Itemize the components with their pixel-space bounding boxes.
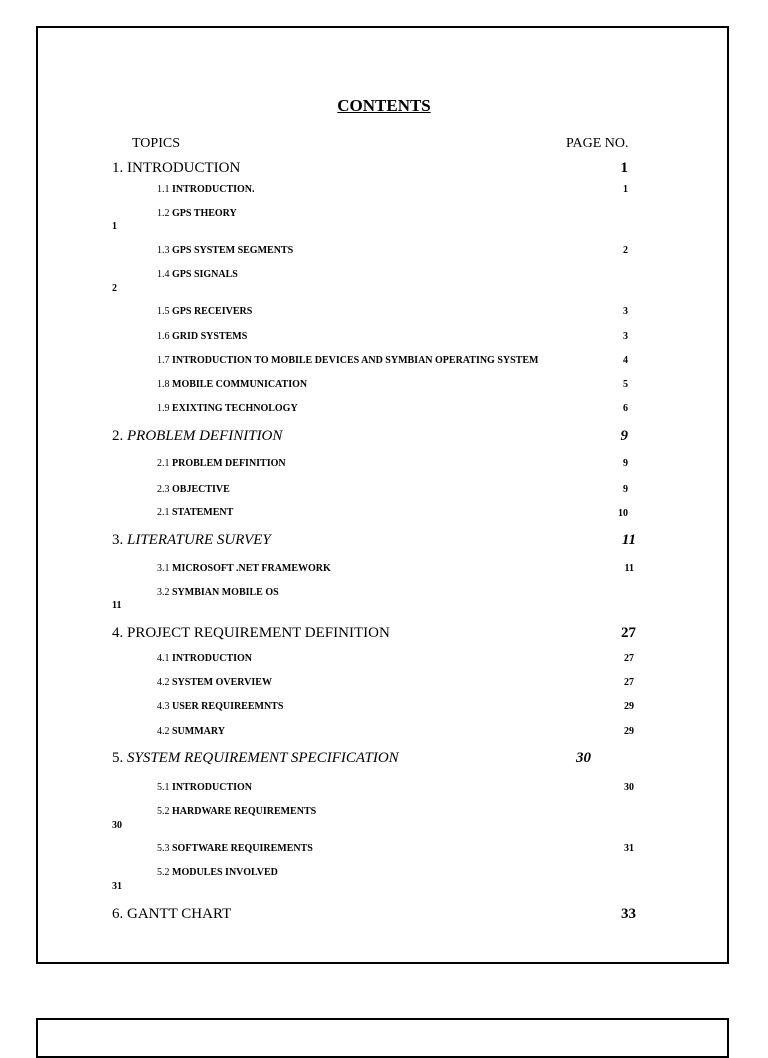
section-page: 1	[620, 160, 628, 176]
item-page: 6	[623, 403, 628, 414]
item-page: 31	[624, 843, 634, 854]
toc-section-1[interactable]	[112, 160, 240, 177]
item-page: 11	[112, 600, 122, 611]
item-page: 4	[623, 355, 628, 366]
section-page: 27	[621, 625, 636, 641]
toc-item[interactable]: 2.1 STATEMENT	[157, 507, 234, 518]
toc-section-5[interactable]	[112, 750, 399, 767]
section-number: 1.	[112, 160, 124, 176]
toc-section-4[interactable]	[112, 625, 390, 642]
toc-item[interactable]: 1.8 MOBILE COMMUNICATION	[157, 379, 308, 390]
next-page-frame	[36, 1018, 729, 1058]
item-page: 31	[112, 881, 122, 892]
toc-item[interactable]: 5.2 MODULES INVOLVED	[157, 867, 278, 878]
item-page: 29	[624, 701, 634, 712]
item-page: 5	[623, 379, 628, 390]
item-page: 9	[623, 458, 628, 469]
toc-item[interactable]: 1.7 INTRODUCTION TO MOBILE DEVICES AND SYMBIAN OPERATING SYSTEM	[157, 355, 539, 366]
toc-item[interactable]: 1.6 GRID SYSTEMS	[157, 331, 248, 342]
toc-item[interactable]: 4.2 SUMMARY	[157, 726, 225, 737]
toc-item[interactable]: 4.2 SYSTEM OVERVIEW	[157, 677, 272, 688]
toc-item[interactable]: 1.3 GPS SYSTEM SEGMENTS	[157, 245, 294, 256]
toc-item[interactable]: 1.4 GPS SIGNALS	[157, 269, 238, 280]
section-label: PROJECT REQUIREMENT DEFINITION	[127, 625, 390, 641]
section-page: 30	[576, 750, 591, 766]
section-label: LITERATURE SURVEY	[127, 532, 271, 548]
page-no-header: PAGE NO.	[566, 136, 629, 151]
item-page: 30	[112, 820, 122, 831]
item-page: 10	[618, 508, 628, 519]
item-page: 27	[624, 653, 634, 664]
item-page: 1	[112, 221, 117, 232]
item-page: 2	[112, 283, 117, 294]
section-page: 11	[621, 532, 636, 548]
toc-item[interactable]: 1.2 GPS THEORY	[157, 208, 237, 219]
section-number: 5.	[112, 750, 124, 766]
section-label: INTRODUCTION	[127, 160, 241, 176]
topics-header: TOPICS	[132, 136, 180, 151]
item-page: 1	[623, 184, 628, 195]
item-page: 9	[623, 484, 628, 495]
toc-item[interactable]: 3.2 SYMBIAN MOBILE OS	[157, 587, 279, 598]
section-number: 4.	[112, 625, 124, 641]
section-number: 3.	[112, 532, 124, 548]
section-number: 2.	[112, 428, 124, 444]
page-title: CONTENTS	[337, 96, 431, 115]
section-label: GANTT CHART	[127, 906, 232, 922]
section-label: SYSTEM REQUIREMENT SPECIFICATION	[127, 750, 399, 766]
toc-item[interactable]: 4.1 INTRODUCTION	[157, 653, 253, 664]
toc-item[interactable]: 2.1 PROBLEM DEFINITION	[157, 458, 286, 469]
toc-section-2[interactable]	[112, 428, 282, 445]
toc-item[interactable]: 1.5 GPS RECEIVERS	[157, 306, 253, 317]
toc-item[interactable]: 4.3 USER REQUIREEMNTS	[157, 701, 284, 712]
toc-item[interactable]: 1.9 EXIXTING TECHNOLOGY	[157, 403, 298, 414]
toc-item[interactable]: 1.1 INTRODUCTION.	[157, 184, 255, 195]
item-page: 3	[623, 331, 628, 342]
toc-item[interactable]: 5.3 SOFTWARE REQUIREMENTS	[157, 843, 313, 854]
section-number: 6.	[112, 906, 124, 922]
item-page: 29	[624, 726, 634, 737]
toc-item[interactable]: 3.1 MICROSOFT .NET FRAMEWORK	[157, 563, 331, 574]
section-label: PROBLEM DEFINITION	[127, 428, 283, 444]
item-page: 11	[624, 563, 634, 574]
item-page: 30	[624, 782, 634, 793]
item-page: 2	[623, 245, 628, 256]
item-page: 3	[623, 306, 628, 317]
toc-item[interactable]: 2.3 OBJECTIVE	[157, 484, 230, 495]
section-page: 9	[620, 428, 628, 444]
item-page: 27	[624, 677, 634, 688]
toc-item[interactable]: 5.1 INTRODUCTION	[157, 782, 253, 793]
toc-item[interactable]: 5.2 HARDWARE REQUIREMENTS	[157, 806, 317, 817]
section-page: 33	[621, 906, 636, 922]
toc-section-3[interactable]	[112, 532, 271, 549]
toc-section-6[interactable]	[112, 906, 231, 923]
